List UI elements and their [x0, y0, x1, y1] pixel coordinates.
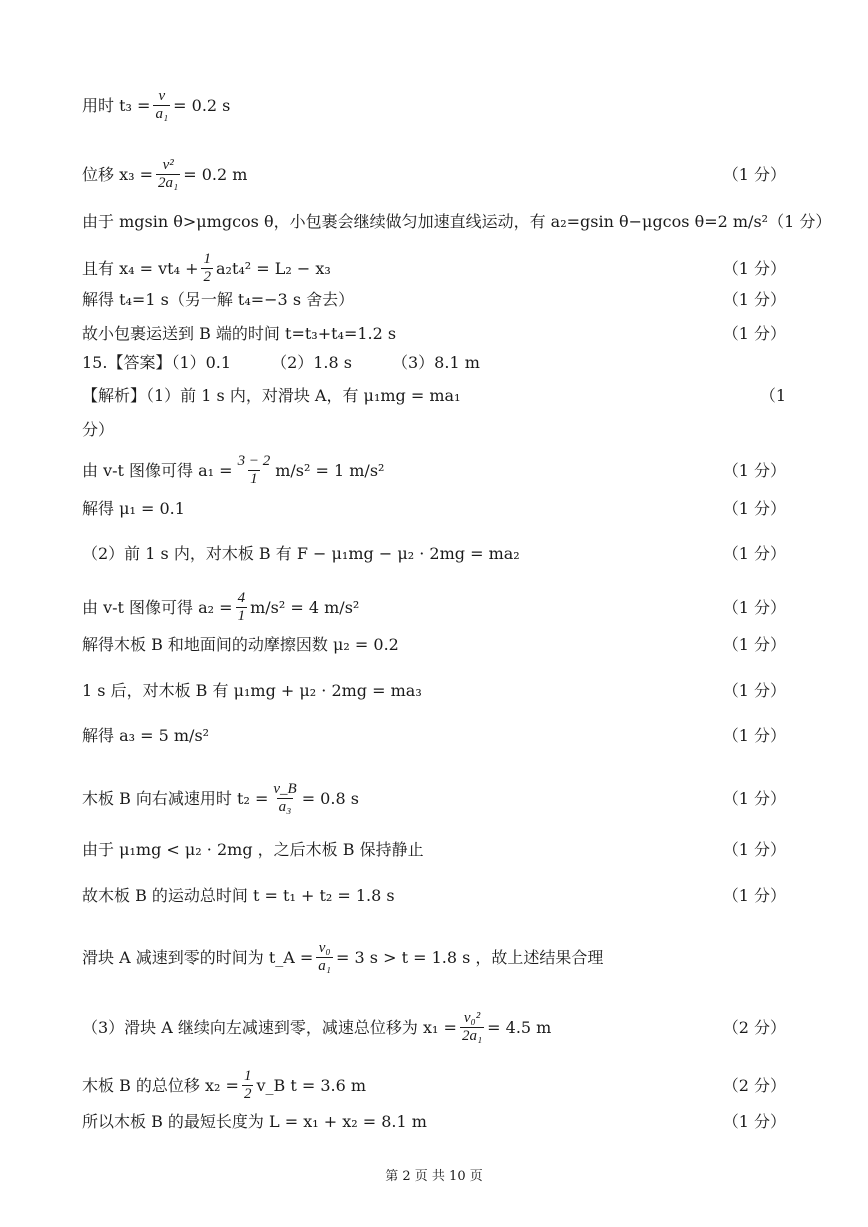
- line-text-after: v_B t = 3.6 m: [256, 1075, 367, 1095]
- solution-line: [82, 212, 832, 232]
- score-label: （1 分）: [722, 726, 786, 745]
- score-label: （1 分）: [722, 499, 786, 518]
- line-text: 由于 mgsin θ>μmgcos θ，小包裹会继续做匀加速直线运动，有 a₂=gsin θ−μgcos θ=2 m/s²（1 分）: [82, 212, 832, 231]
- fraction-numerator: v₀: [318, 940, 331, 956]
- line-text-after: = 0.2 s: [173, 95, 231, 115]
- line-text-after: = 4.5 m: [487, 1017, 552, 1037]
- fraction-denominator: 1: [250, 471, 258, 487]
- line-text: 故木板 B 的运动总时间 t = t₁ + t₂ = 1.8 s: [82, 886, 395, 905]
- solution-line: [82, 157, 786, 192]
- fraction: [271, 781, 298, 816]
- score-label: （1 分）: [722, 886, 786, 905]
- fraction-numerator: v: [158, 88, 166, 104]
- score-label: （1 分）: [722, 635, 786, 654]
- line-text-after: = 3 s > t = 1.8 s ，故上述结果合理: [336, 947, 604, 967]
- score-label: （1 分）: [722, 460, 786, 480]
- solution-line: [82, 1112, 786, 1132]
- line-text: 15.【答案】（1）0.1 （2）1.8 s （3）8.1 m: [82, 353, 480, 372]
- score-label: （1 分）: [722, 324, 786, 343]
- solution-line: [82, 420, 786, 440]
- fraction: [201, 251, 213, 286]
- line-text: 1 s 后，对木板 B 有 μ₁mg + μ₂ · 2mg = ma₃: [82, 681, 422, 700]
- solution-line: [82, 840, 786, 860]
- fraction: [316, 940, 333, 975]
- score-label: （1 分）: [722, 840, 786, 859]
- fraction-numerator: v₀²: [463, 1010, 481, 1026]
- line-text-after: m/s² = 4 m/s²: [250, 597, 360, 617]
- score-label: （1 分）: [722, 788, 786, 808]
- line-text: 故小包裹运送到 B 端的时间 t=t₃+t₄=1.2 s: [82, 324, 397, 343]
- fraction-denominator: 2: [203, 269, 211, 285]
- line-text: 由于 μ₁mg < μ₂ · 2mg ，之后木板 B 保持静止: [82, 840, 424, 859]
- fraction-numerator: 1: [243, 1068, 252, 1084]
- line-text: 【解析】（1）前 1 s 内，对滑块 A，有 μ₁mg = ma₁: [82, 386, 461, 405]
- fraction-denominator: a₁: [318, 958, 332, 974]
- fraction: [236, 453, 273, 488]
- line-text: （3）滑块 A 继续向左减速到零，减速总位移为 x₁ =: [82, 1017, 457, 1037]
- fraction-denominator: 2a₁: [461, 1028, 483, 1044]
- score-label: （1: [759, 386, 786, 405]
- line-text: 分）: [82, 420, 115, 439]
- solution-line: [82, 781, 786, 816]
- line-text: 解得 μ₁ = 0.1: [82, 499, 185, 518]
- score-label: （1 分）: [722, 597, 786, 617]
- fraction-numerator: 4: [237, 590, 246, 606]
- solution-line: [82, 886, 786, 906]
- fraction: [460, 1010, 484, 1045]
- line-text: 由 v-t 图像可得 a₂ =: [82, 597, 233, 617]
- line-text: 所以木板 B 的最短长度为 L = x₁ + x₂ = 8.1 m: [82, 1112, 427, 1131]
- solution-line: [82, 251, 786, 286]
- score-label: （1 分）: [722, 544, 786, 563]
- line-text: （2）前 1 s 内，对木板 B 有 F − μ₁mg − μ₂ · 2mg = ma₂: [82, 544, 520, 563]
- solution-line: [82, 726, 786, 746]
- line-text: 木板 B 向右减速用时 t₂ =: [82, 788, 269, 808]
- line-text: 解得 a₃ = 5 m/s²: [82, 726, 210, 745]
- line-text-after: = 0.2 m: [183, 164, 248, 184]
- solution-line: [82, 1010, 786, 1045]
- page-footer: 第 2 页 共 10 页: [385, 1169, 483, 1184]
- fraction: [156, 157, 180, 192]
- line-text: 解得木板 B 和地面间的动摩擦因数 μ₂ = 0.2: [82, 635, 399, 654]
- line-text: 用时 t₃ =: [82, 95, 151, 115]
- fraction: [242, 1068, 254, 1103]
- solution-line: [82, 290, 786, 310]
- line-text-after: = 0.8 s: [301, 788, 359, 808]
- line-text: 由 v-t 图像可得 a₁ =: [82, 460, 233, 480]
- solution-line: [82, 1068, 786, 1103]
- fraction-numerator: v²: [162, 157, 174, 173]
- line-text: 滑块 A 减速到零的时间为 t_A =: [82, 947, 314, 967]
- line-text: 且有 x₄ = vt₄ +: [82, 258, 199, 278]
- line-text: 位移 x₃ =: [82, 164, 154, 184]
- solution-line: [82, 386, 786, 406]
- line-text: 木板 B 的总位移 x₂ =: [82, 1075, 239, 1095]
- solution-line: [82, 353, 786, 373]
- score-label: （1 分）: [722, 164, 786, 184]
- solution-line: [82, 681, 786, 701]
- fraction-numerator: 3 − 2: [237, 453, 271, 469]
- fraction-denominator: 1: [237, 608, 246, 624]
- fraction: [236, 590, 248, 625]
- score-label: （1 分）: [722, 258, 786, 278]
- fraction-numerator: v_B: [273, 781, 297, 797]
- solution-line: [82, 88, 786, 123]
- fraction-denominator: 2: [243, 1086, 252, 1102]
- score-label: （2 分）: [722, 1017, 786, 1037]
- solution-line: [82, 590, 786, 625]
- fraction-denominator: 2a₁: [158, 175, 179, 191]
- solution-line: [82, 544, 786, 564]
- score-label: （1 分）: [722, 681, 786, 700]
- score-label: （1 分）: [722, 1112, 786, 1131]
- line-text-after: m/s² = 1 m/s²: [275, 460, 385, 480]
- solution-line: [82, 499, 786, 519]
- solution-line: [82, 940, 786, 975]
- fraction: [153, 88, 170, 123]
- fraction-numerator: 1: [203, 251, 211, 267]
- line-text: 解得 t₄=1 s（另一解 t₄=−3 s 舍去）: [82, 290, 355, 309]
- solution-line: [82, 453, 786, 488]
- score-label: （1 分）: [722, 290, 786, 309]
- solution-line: [82, 635, 786, 655]
- solution-line: [82, 324, 786, 344]
- fraction-denominator: a₁: [155, 106, 169, 122]
- score-label: （2 分）: [722, 1075, 786, 1095]
- line-text-after: a₂t₄² = L₂ − x₃: [215, 258, 331, 278]
- fraction-denominator: a₃: [278, 799, 292, 815]
